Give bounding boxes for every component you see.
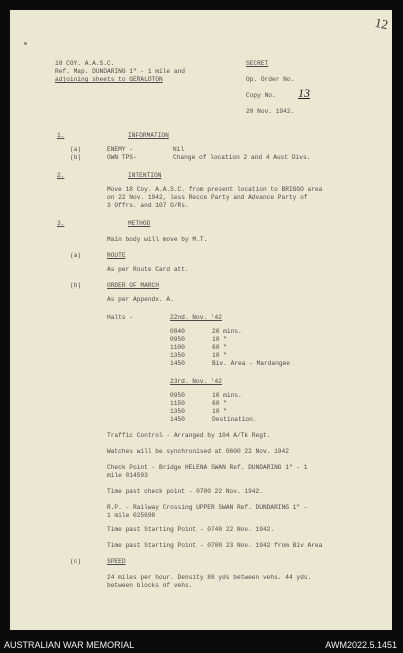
- halt-time: 0950: [170, 392, 185, 399]
- map-ref-2: adjoining sheets to GERALDTON: [55, 76, 163, 83]
- halt-duration: 10 ": [212, 408, 227, 415]
- section-3-title: METHOD: [128, 220, 151, 227]
- starting-point-note-2: Time past Starting Point - 0700 23 Nov. 1942 from Biv Area: [107, 542, 323, 549]
- section-2-title: INTENTION: [128, 172, 162, 179]
- unit-name: 18 COY. A.A.S.C.: [55, 60, 115, 67]
- archive-name: AUSTRALIAN WAR MEMORIAL: [4, 640, 135, 650]
- item-label: ENEMY -: [107, 146, 133, 153]
- route-text: As per Route Card att.: [107, 266, 189, 273]
- archive-footer: [0, 638, 403, 653]
- release-point-note: R.P. - Railway Crossing UPPER SWAN Ref. DUNDARING 1" -: [107, 504, 308, 511]
- check-point-time-note: Time past check point - 0700 22 Nov. 1942.: [107, 488, 263, 495]
- intention-line: Move 18 Coy. A.A.S.C. from present location to BRIGGO area: [107, 186, 323, 193]
- halt-duration: 10 ": [212, 336, 227, 343]
- route-title: ROUTE: [107, 252, 126, 259]
- classification: SECRET: [246, 60, 269, 67]
- starting-point-note: Time past Starting Point - 0740 22 Nov. 1942.: [107, 526, 275, 533]
- section-2-number: 2.: [57, 172, 65, 179]
- section-3-number: 3.: [57, 220, 65, 227]
- method-intro: Main body will move by M.T.: [107, 236, 208, 243]
- halt-time: 1450: [170, 360, 185, 367]
- halt-duration: 10 ": [212, 352, 227, 359]
- map-ref: Ref. Map. DUNDARING 1" - 1 mile and: [55, 68, 185, 75]
- order-of-march-title: ORDER OF MARCH: [107, 282, 159, 289]
- copy-label: Copy No.: [246, 92, 276, 99]
- halt-duration: 60 ": [212, 400, 227, 407]
- halt-time: 0950: [170, 336, 185, 343]
- sub-mark: (b): [70, 282, 82, 289]
- sub-mark: (a): [70, 252, 82, 259]
- check-point-note-2: mile 014593: [107, 472, 148, 479]
- page-number-handwritten: 12: [373, 14, 390, 33]
- intention-line: 3 Offrs. and 107 O/Rs.: [107, 202, 189, 209]
- watches-note: Watches will be synchronised at 0600 22 Nov. 1942: [107, 448, 289, 455]
- section-1-number: 1.: [57, 132, 65, 139]
- item-text: Change of location 2 and 4 Aust Divs.: [173, 154, 311, 161]
- halt-duration: 20 mins.: [212, 328, 242, 335]
- halts-day-2: 23rd. Nov. '42: [170, 378, 222, 385]
- speed-line: 24 miles per hour. Density 88 yds between vehs. 44 yds.: [107, 574, 312, 581]
- halt-time: 1450: [170, 416, 185, 423]
- check-point-note: Check Point - Bridge HELENA SWAN Ref. DUNDARING 1" - 1: [107, 464, 308, 471]
- release-point-note-2: 1 mile 025698: [107, 512, 156, 519]
- halt-duration: 60 ": [212, 344, 227, 351]
- halts-day-1: 22nd. Nov. '42: [170, 314, 222, 321]
- halt-duration: Biv. Area - Mardangee: [212, 360, 290, 367]
- item-text: Nil: [173, 146, 185, 153]
- halt-time: 0840: [170, 328, 185, 335]
- halt-duration: Destination.: [212, 416, 257, 423]
- punch-hole: [24, 42, 27, 45]
- halt-time: 1350: [170, 352, 185, 359]
- order-of-march-text: As per Appendx. A.: [107, 296, 174, 303]
- halt-time: 1350: [170, 408, 185, 415]
- halt-time: 1150: [170, 400, 185, 407]
- copy-number-handwritten: 13: [298, 86, 310, 100]
- section-1-title: INFORMATION: [128, 132, 169, 139]
- item-mark: (b): [70, 154, 82, 161]
- intention-line: on 22 Nov. 1942, less Recce Party and Advance Party of: [107, 194, 308, 201]
- halt-duration: 10 mins.: [212, 392, 242, 399]
- order-date: 20 Nov. 1942.: [246, 108, 295, 115]
- op-order-label: Op. Order No.: [246, 76, 295, 83]
- speed-line: between blocks of vehs.: [107, 582, 193, 589]
- item-mark: (a): [70, 146, 82, 153]
- halts-label: Halts -: [107, 314, 133, 321]
- halt-time: 1100: [170, 344, 185, 351]
- archive-id: AWM2022.5.1451: [325, 640, 397, 650]
- sub-mark: (c): [70, 558, 82, 565]
- item-label: OWN TPS-: [107, 154, 137, 161]
- speed-title: SPEED: [107, 558, 126, 565]
- traffic-control-note: Traffic Control - Arranged by 104 A/Tk Regt.: [107, 432, 271, 439]
